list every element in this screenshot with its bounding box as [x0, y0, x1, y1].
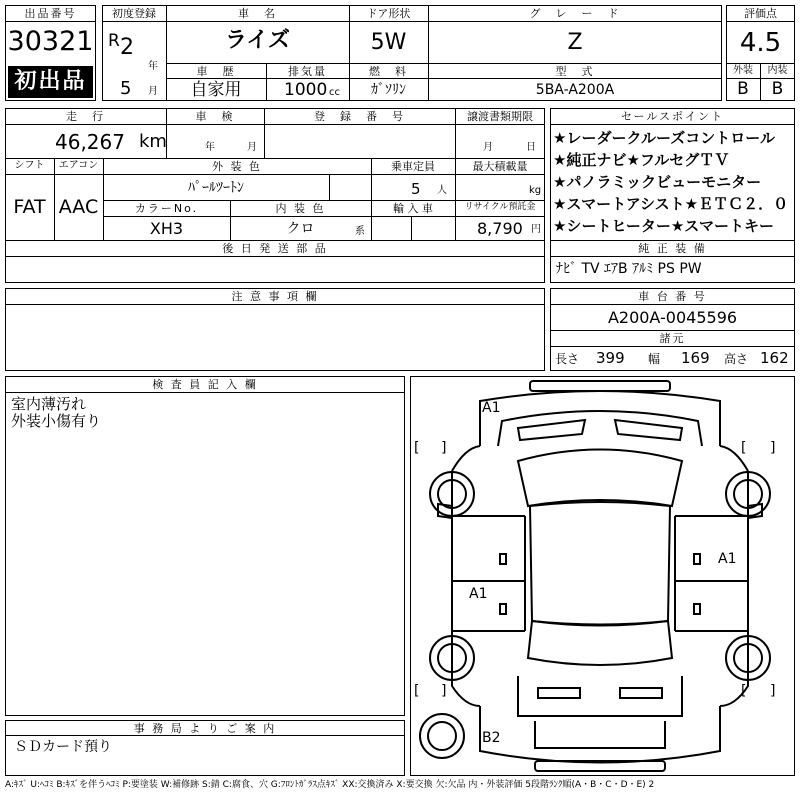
ac-label: エアコン — [58, 160, 99, 171]
interior-label: 内装 — [767, 65, 788, 76]
recycle-label: リサイクル預託金 — [464, 202, 536, 212]
damage-mark: B2 — [482, 730, 501, 746]
history-label: 車 歴 — [196, 65, 236, 78]
plate-label: 登 録 番 号 — [314, 110, 405, 123]
import-label: 輸 入 車 — [393, 202, 433, 215]
office-note: ＳＤカード預り — [14, 739, 112, 755]
sales-point-item: ★シートヒーター★スマートキー — [553, 217, 774, 235]
displacement-value: 1000 — [284, 80, 328, 100]
length-label: 長さ — [555, 352, 580, 366]
dims-label: 諸元 — [659, 332, 686, 345]
exterior-label: 外装 — [733, 65, 753, 76]
mileage-unit: km — [139, 131, 167, 152]
capacity-label: 乗車定員 — [391, 160, 435, 173]
transfer-day-unit: 日 — [526, 142, 536, 153]
bracket-mark: [ — [741, 440, 747, 456]
bracket-mark: [ — [414, 440, 420, 456]
bracket-mark: ] — [770, 683, 776, 699]
sales-point-item: ★スマートアシスト★ＥＴＣ２．０ — [553, 195, 789, 213]
year-unit: 年 — [148, 61, 158, 72]
score-value: 4.5 — [739, 28, 782, 58]
equipment-label: 純 正 装 備 — [638, 242, 707, 255]
reg-year: 2 — [120, 35, 134, 60]
inspection-label: 車 検 — [195, 110, 235, 123]
length-value: 399 — [596, 349, 625, 367]
sales-point-item: ★パノラミックビューモニター — [553, 173, 762, 191]
width-label: 幅 — [648, 352, 661, 366]
shift-value: FAT — [13, 196, 46, 218]
bracket-mark: ] — [441, 440, 447, 456]
reg-month: 5 — [120, 78, 132, 99]
inspector-label: 検 査 員 記 入 欄 — [152, 378, 258, 391]
chassis-value: A200A-0045596 — [607, 308, 738, 327]
bracket-mark: [ — [414, 683, 420, 699]
history-value: 自家用 — [190, 80, 242, 100]
sales-point-item: ★レーダークルーズコントロール — [553, 129, 775, 147]
ext-color-value: ﾊﾟｰﾙﾂｰﾄﾝ — [188, 180, 244, 196]
displacement-unit: cc — [329, 87, 340, 98]
int-color-unit: 系 — [355, 226, 365, 237]
capacity-unit: 人 — [437, 185, 447, 196]
int-color-label: 内 装 色 — [275, 202, 326, 215]
month-unit: 月 — [148, 86, 158, 97]
inspection-year-unit: 年 — [205, 142, 215, 153]
width-value: 169 — [681, 349, 710, 367]
notes-label: 注 意 事 項 欄 — [231, 290, 319, 303]
first-listing-badge: 初出品 — [8, 66, 93, 98]
damage-mark: A1 — [718, 551, 737, 567]
sales-point-item: ★純正ナビ★フルセグＴＶ — [553, 151, 730, 169]
chassis-label: 車 台 番 号 — [638, 290, 707, 303]
shift-label: シフト — [14, 160, 45, 171]
door-label: ドア形状 — [366, 7, 411, 20]
height-value: 162 — [760, 349, 789, 367]
payload-unit: kg — [529, 185, 542, 196]
fuel-label: 燃 料 — [369, 65, 408, 78]
grade-label: グ レ ー ド — [529, 7, 621, 20]
car-name: ライズ — [224, 28, 291, 53]
color-no-label: カラーNo. — [134, 202, 199, 215]
ac-value: AAC — [58, 196, 99, 218]
mileage-value: 46,267 — [55, 130, 125, 154]
inspector-note: 外装小傷有り — [11, 412, 102, 430]
damage-mark: A1 — [469, 586, 488, 602]
car-name-label: 車 名 — [238, 7, 277, 20]
interior-grade: B — [771, 79, 784, 99]
recycle-unit: 円 — [531, 224, 541, 235]
capacity-value: 5 — [411, 180, 421, 198]
height-label: 高さ — [724, 352, 749, 366]
bracket-mark: ] — [441, 683, 447, 699]
grade-value: Z — [567, 30, 583, 55]
later-parts-label: 後 日 発 送 部 品 — [222, 242, 328, 255]
displacement-label: 排気量 — [288, 65, 327, 78]
first-reg-label: 初度登録 — [112, 7, 156, 20]
recycle-value: 8,790 — [477, 219, 523, 238]
legend-text: A:ｷｽﾞ U:ﾍｺﾐ B:ｷｽﾞを伴うﾍｺﾐ P:要塗装 W:補修跡 S:錆 C:腐食、穴 G:ﾌﾛﾝﾄｶﾞﾗｽ点ｷｽﾞ XX:交換済み X:要交換 欠:欠品 内・外装評価 5段階ﾗﾝｸ順(A・B・C・D・E) 2 — [5, 780, 655, 790]
score-label: 評価点 — [744, 7, 777, 20]
bracket-mark: ] — [770, 440, 776, 456]
fuel-value: ｶﾞｿﾘﾝ — [371, 82, 406, 98]
sales-points-label: セールスポイント — [620, 110, 724, 123]
inspection-month-unit: 月 — [247, 142, 257, 153]
damage-mark: A1 — [482, 400, 501, 416]
door-value: 5W — [370, 30, 407, 55]
office-label: 事 務 局 よ り ご 案 内 — [133, 722, 277, 735]
era: R — [108, 31, 120, 51]
exterior-grade: B — [737, 79, 749, 99]
transfer-label: 譲渡書類期限 — [467, 110, 533, 123]
int-color-value: クロ — [286, 221, 315, 237]
transfer-month-unit: 月 — [483, 142, 493, 153]
bracket-mark: [ — [741, 683, 747, 699]
model-value: 5BA-A200A — [535, 82, 615, 98]
car-diagram — [410, 376, 795, 776]
mileage-label: 走 行 — [66, 110, 105, 123]
inspector-note: 室内薄汚れ — [11, 395, 87, 413]
lot-number: 30321 — [7, 26, 94, 57]
ext-color-label: 外 装 色 — [212, 160, 262, 173]
lot-label: 出品番号 — [24, 7, 77, 20]
equipment-value: ﾅﾋﾞ TV ｴｱB ｱﾙﾐ PS PW — [556, 261, 702, 277]
color-no-value: XH3 — [149, 219, 184, 238]
model-label: 型 式 — [555, 65, 595, 78]
payload-label: 最大積載量 — [472, 160, 528, 173]
